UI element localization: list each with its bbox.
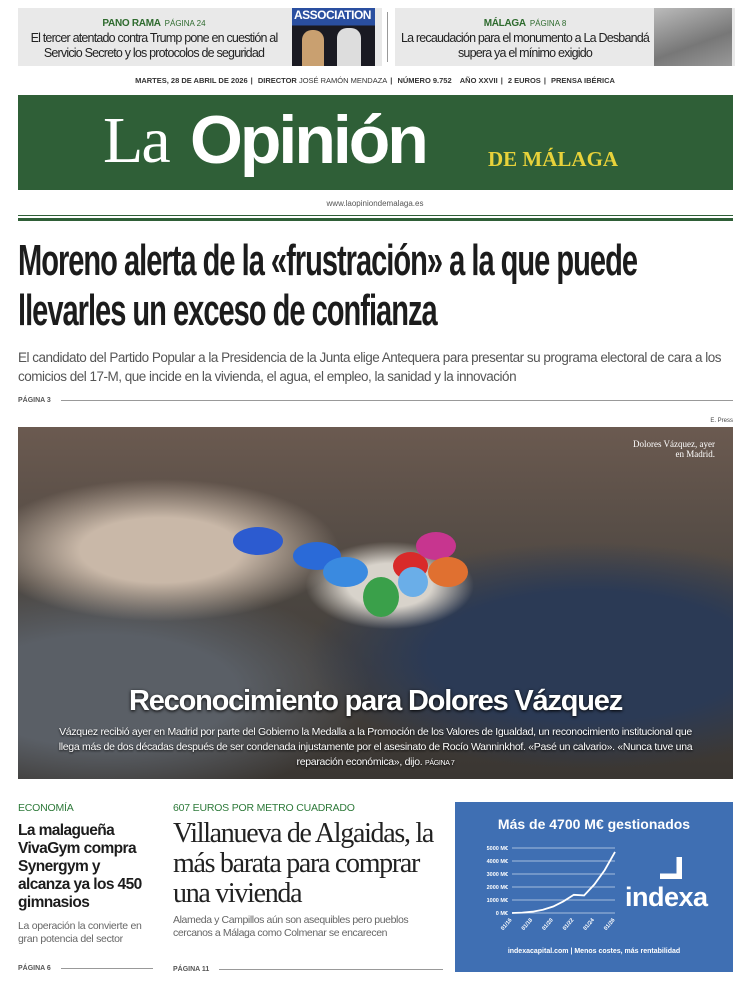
teaser-divider [387, 12, 388, 62]
teaser-page: PÁGINA 24 [164, 19, 206, 28]
teaser-page: PÁGINA 8 [529, 19, 567, 28]
lead-subtitle: El candidato del Partido Popular a la Presidencia de la Junta elige Antequera para presentar su programa electoral de cara a los comicios del 17-M, que incide en la vivienda, el agua, el empleo, la sanidad y la innovación [18, 350, 721, 384]
photo-side-caption: Dolores Vázquez, ayer en Madrid. [632, 439, 715, 459]
date: MARTES, 28 DE ABRIL DE 2026 [135, 76, 248, 85]
page-ref: PÁGINA 7 [424, 760, 455, 767]
lead-headline[interactable]: Moreno alerta de la «frustración» a la que puede llevarles un exceso de confianza [18, 236, 637, 335]
price: 2 EUROS [507, 76, 541, 85]
teaser-section: PANO RAMA [102, 18, 161, 29]
y-tick-label: 4000 M€ [486, 859, 508, 865]
masthead-rule [18, 218, 733, 221]
y-tick-label: 0 M€ [495, 911, 508, 917]
teaser-photo [292, 8, 375, 66]
photo-caption-text: Vázquez recibió ayer en Madrid por parte del Gobierno la Medalla a la Promoción de los Valores de Igualdad, un reconocimiento institucional que llega más de dos décadas después de ser condenada injustamente por el asesinato de Rocío Wanninkhof. «Pasé un calvario». «Nunca tuve una reparación económica», dijo. [58, 726, 693, 768]
director-label: DIRECTOR [257, 76, 297, 85]
page-ref: PÁGINA 11 [173, 966, 210, 973]
y-tick-label: 5000 M€ [486, 846, 508, 852]
masthead[interactable] [18, 95, 733, 190]
issue-year: AÑO XXVII [459, 76, 498, 85]
economia-story[interactable] [18, 802, 153, 946]
economia-text: La operación la convierte en gran potencia del sector [18, 920, 142, 945]
teaser-malaga[interactable] [395, 8, 735, 66]
kicker: 607 EUROS POR METRO CUADRADO [173, 802, 355, 814]
page-ref: PÁGINA 6 [18, 965, 51, 972]
y-tick-label: 1000 M€ [486, 898, 508, 904]
photo-sign-text: ASSOCIATION [294, 8, 371, 22]
x-tick-label: 01/24 [582, 917, 596, 932]
section-label: ECONOMÍA [18, 802, 74, 814]
lead-page-ref [18, 397, 733, 404]
indexa-ad[interactable] [455, 802, 733, 972]
x-tick-label: 01/20 [541, 917, 555, 932]
vivienda-text: Alameda y Campillos aún son asequibles pero pueblos cercanos a Málaga como Colmenar se encarecen [173, 914, 409, 939]
ad-footer: indexacapital.com | Menos costes, más rentabilidad [507, 948, 681, 955]
x-tick-label: 01/18 [520, 917, 535, 932]
indexa-logo-icon [660, 857, 682, 879]
x-tick-label: 01/26 [603, 917, 617, 932]
photo-credit: E. Press [710, 418, 733, 424]
vivienda-story[interactable] [173, 802, 448, 940]
teaser-panorama[interactable] [18, 8, 382, 66]
teaser-photo [654, 8, 732, 66]
masthead-la: La [103, 104, 169, 177]
x-tick-label: 01/22 [561, 917, 576, 932]
y-tick-label: 2000 M€ [486, 885, 508, 891]
economia-page-ref [18, 965, 153, 972]
issue-number: NÚMERO 9.752 [397, 76, 452, 85]
director: JOSÉ RAMÓN MENDAZA [298, 76, 388, 85]
vivienda-page-ref [173, 966, 443, 973]
dateline: MARTES, 28 DE ABRIL DE 2026 | DIRECTOR JOSÉ RAMÓN MENDAZA | NÚMERO 9.752 AÑO XXVII | 2 EUROS | PRENSA IBÉRICA [135, 76, 615, 85]
website[interactable]: www.laopiniondemalaga.es [326, 199, 424, 208]
teaser-section: MÁLAGA [483, 18, 526, 29]
masthead-rule [18, 215, 733, 216]
vivienda-headline: Villanueva de Algaidas, la más barata para comprar una vivienda [173, 818, 433, 909]
ad-brand: indexa [625, 882, 708, 912]
economia-headline: La malagueña VivaGym compra Synergym y alcanza ya los 450 gimnasios [18, 822, 142, 911]
photo-caption [58, 725, 693, 771]
publisher-group: PRENSA IBÉRICA [551, 76, 615, 85]
photo-title[interactable]: Reconocimiento para Dolores Vázquez [128, 685, 622, 717]
y-tick-label: 3000 M€ [486, 872, 508, 878]
ad-title: Más de 4700 M€ gestionados [497, 816, 691, 832]
page-ref: PÁGINA 3 [18, 397, 51, 404]
teaser-text: El tercer atentado contra Trump pone en cuestión al Servicio Secreto y los protocolos de seguridad [30, 31, 278, 60]
lead-photo[interactable] [18, 427, 733, 779]
masthead-opinion: Opinión [190, 102, 426, 178]
masthead-city: DE MÁLAGA [488, 147, 619, 171]
ad-chart [460, 840, 630, 940]
teaser-text: La recaudación para el monumento a La Desbandá supera ya el mínimo exigido [400, 31, 650, 60]
x-tick-label: 01/16 [500, 917, 514, 932]
